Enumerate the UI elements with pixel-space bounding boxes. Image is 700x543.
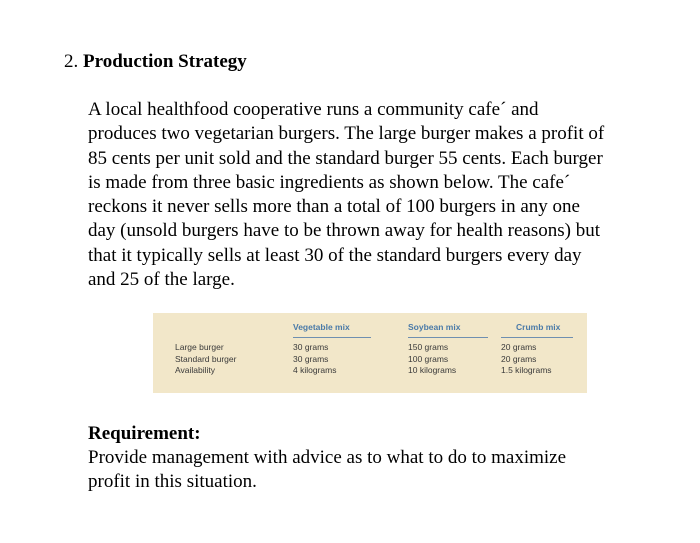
column-header-crumb-mix: Crumb mix [516, 322, 561, 332]
table-cell: 100 grams [408, 353, 449, 364]
table-cell: 4 kilograms [293, 365, 337, 375]
header-rule [293, 337, 371, 338]
question-number: 2. [64, 51, 79, 72]
paragraph-line: reckons it never sells more than a total of 100 burgers in any one [88, 196, 580, 218]
paragraph-line: produces two vegetarian burgers. The large burger makes a profit of [88, 123, 605, 145]
requirement-line: profit in this situation. [88, 471, 257, 492]
requirement-body [88, 446, 648, 494]
header-rule [501, 337, 573, 338]
requirement-line: Provide management with advice as to what to do to maximize [88, 447, 567, 468]
column-crumb-mix [501, 342, 552, 377]
paragraph-line: day (unsold burgers have to be thrown away for health reasons) but [88, 220, 600, 242]
paragraph-line: 85 cents per unit sold and the standard burger 55 cents. Each burger [88, 147, 603, 169]
problem-paragraph [88, 98, 660, 292]
requirement-title: Requirement: [88, 423, 201, 444]
table-cell: 10 kilograms [408, 365, 457, 375]
table-cell: 30 grams [293, 342, 329, 352]
question-title: Production Strategy [83, 51, 247, 72]
table-cell: 30 grams [293, 353, 329, 364]
paragraph-line: is made from three basic ingredients as shown below. The cafe´ [88, 171, 571, 193]
header-rule [408, 337, 488, 338]
table-cell: 20 grams [501, 342, 537, 352]
column-header-vegetable-mix: Vegetable mix [293, 322, 350, 332]
table-cell: 20 grams [501, 353, 537, 364]
paragraph-line: that it typically sells at least 30 of the standard burgers every day [88, 244, 582, 266]
question-heading [64, 50, 247, 74]
column-soybean-mix [408, 342, 456, 377]
paragraph-line: A local healthfood cooperative runs a community cafe´ and [88, 99, 539, 120]
table-cell: 150 grams [408, 342, 449, 352]
table-cell: 1.5 kilograms [501, 365, 552, 375]
row-labels [175, 342, 236, 377]
row-label-availability: Availability [175, 365, 216, 375]
column-header-soybean-mix: Soybean mix [408, 322, 461, 332]
ingredients-table [153, 313, 587, 393]
row-label-large-burger: Large burger [175, 342, 224, 352]
column-vegetable-mix [293, 342, 336, 377]
row-label-standard-burger: Standard burger [175, 353, 237, 364]
paragraph-line: and 25 of the large. [88, 269, 235, 291]
